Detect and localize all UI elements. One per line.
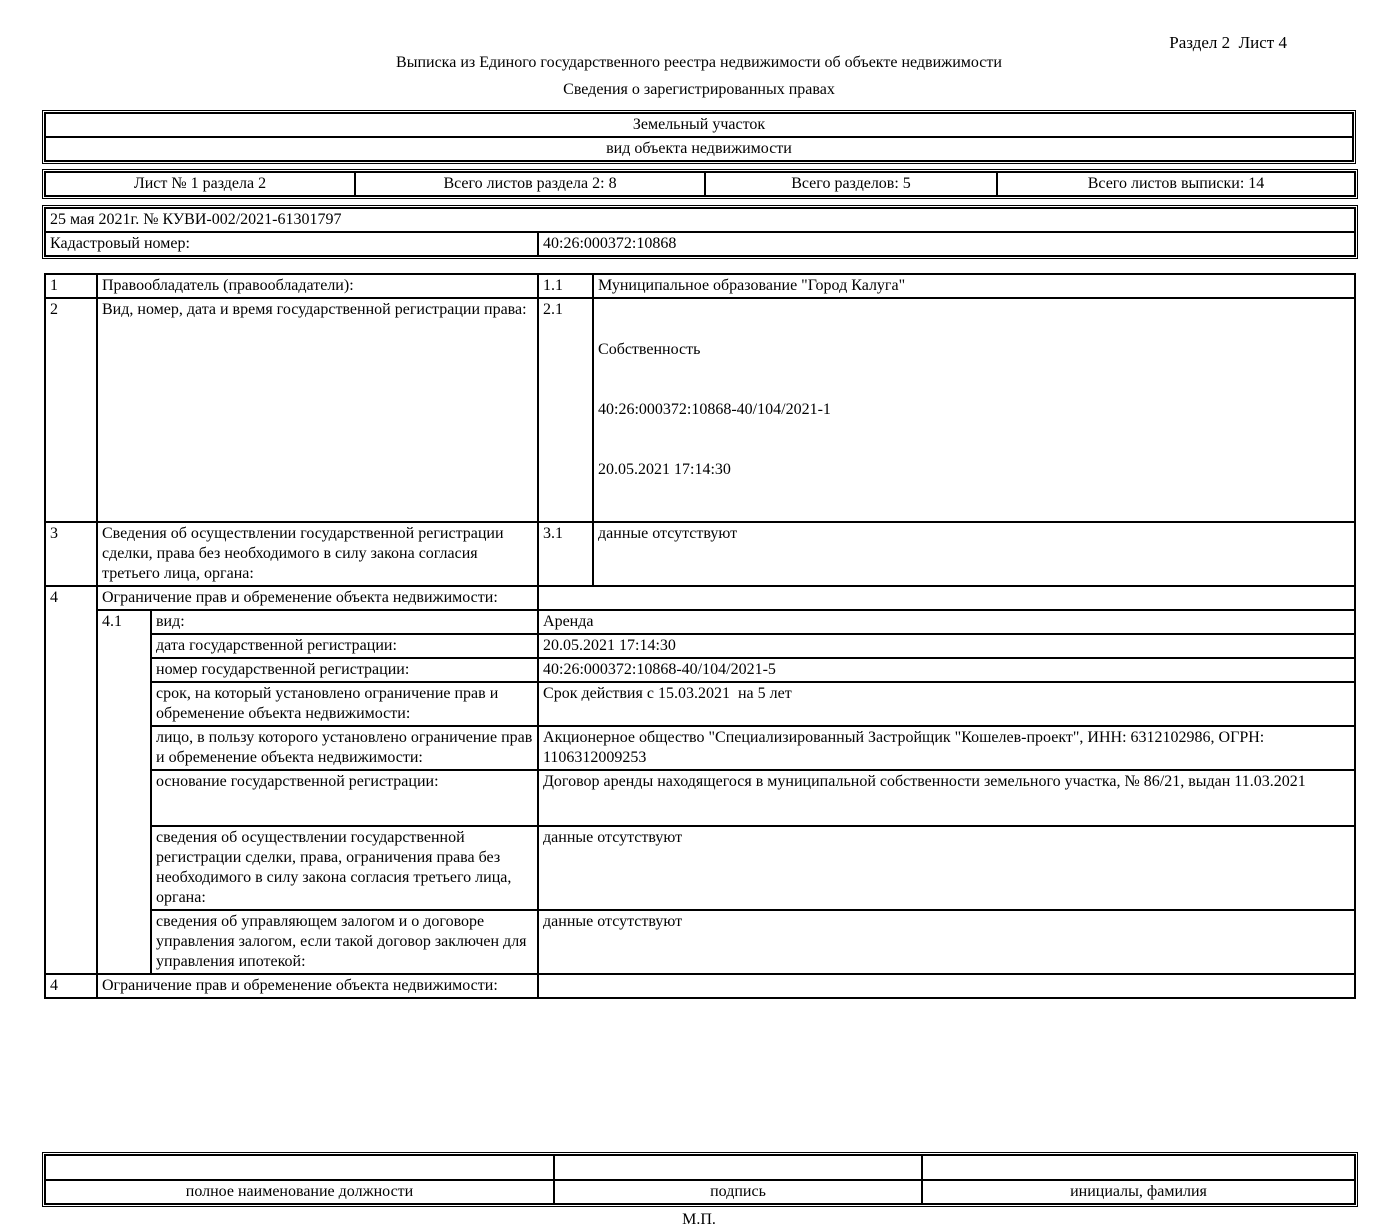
restriction-footer-label: Ограничение прав и обременение объекта недвижимости: <box>97 974 538 998</box>
row-subnumber: 1.1 <box>538 274 593 298</box>
signature-header: подпись <box>554 1180 922 1204</box>
value-line: Собственность <box>598 341 701 358</box>
registered-rights-table <box>44 273 1356 999</box>
restriction-header-label: Ограничение прав и обременение объекта недвижимости: <box>97 586 538 610</box>
table-row <box>45 522 1355 586</box>
table-row <box>45 274 1355 298</box>
name-header: инициалы, фамилия <box>922 1180 1355 1204</box>
restriction-footer-empty-cell <box>538 974 1355 998</box>
table-row <box>45 1180 1355 1204</box>
table-row <box>45 682 1355 726</box>
object-type-value: Земельный участок <box>45 113 1353 137</box>
signature-table <box>44 1154 1356 1205</box>
table-row <box>45 826 1355 910</box>
row-value: Муниципальное образование "Город Калуга" <box>593 274 1355 298</box>
section-sheets-total-cell: Всего листов раздела 2: 8 <box>355 172 705 196</box>
document-subtitle: Сведения о зарегистрированных правах <box>563 81 835 98</box>
date-and-number: 25 мая 2021г. № КУВИ-002/2021-61301797 <box>45 208 1355 232</box>
document-number-table <box>44 207 1356 257</box>
cadastral-number-value: 40:26:000372:10868 <box>538 232 1355 256</box>
object-type-table <box>44 112 1354 162</box>
table-row <box>45 910 1355 974</box>
row-value <box>593 298 1355 522</box>
table-row <box>45 113 1353 137</box>
row-label: лицо, в пользу которого установлено ограничение прав и обременение объекта недвижимости: <box>151 726 538 770</box>
signature-input-cell <box>554 1155 922 1180</box>
value-line: 20.05.2021 17:14:30 <box>598 461 731 478</box>
table-row <box>45 137 1353 161</box>
position-header: полное наименование должности <box>45 1180 554 1204</box>
table-row <box>45 610 1355 634</box>
table-row <box>45 634 1355 658</box>
table-row <box>45 770 1355 826</box>
table-row <box>45 298 1355 522</box>
stamp-mark: М.П. <box>682 1211 716 1228</box>
value-line: 40:26:000372:10868-40/104/2021-1 <box>598 401 831 418</box>
table-row <box>45 172 1355 196</box>
row-label: вид: <box>151 610 538 634</box>
row-value: Срок действия с 15.03.2021 на 5 лет <box>538 682 1355 726</box>
row-label: сведения об осуществлении государственной регистрации сделки, права, ограничения права без необходимого в силу закона согласия третьего лица, органа: <box>151 826 538 910</box>
table-row <box>45 586 1355 610</box>
name-input-cell <box>922 1155 1355 1180</box>
restriction-header-empty-cell <box>538 586 1355 610</box>
row-value: данные отсутствуют <box>593 522 1355 586</box>
row-label: Сведения об осуществлении государственной регистрации сделки, права без необходимого в силу закона согласия третьего лица, органа: <box>97 522 538 586</box>
table-row <box>45 658 1355 682</box>
row-subnumber: 2.1 <box>538 298 593 522</box>
row-value: Акционерное общество "Специализированный Застройщик "Кошелев-проект", ИНН: 6312102986, ОГРН: 1106312009253 <box>538 726 1355 770</box>
row-number: 1 <box>45 274 97 298</box>
sheet-number-cell: Лист № 1 раздела 2 <box>45 172 355 196</box>
row-label: основание государственной регистрации: <box>151 770 538 826</box>
row-label: Вид, номер, дата и время государственной регистрации права: <box>97 298 538 522</box>
row-label: Правообладатель (правообладатели): <box>97 274 538 298</box>
object-type-caption: вид объекта недвижимости <box>45 137 1353 161</box>
table-row <box>45 974 1355 998</box>
row-value: 20.05.2021 17:14:30 <box>538 634 1355 658</box>
table-row <box>45 726 1355 770</box>
sheet-counts-table <box>44 171 1356 197</box>
row-value: Договор аренды находящегося в муниципальной собственности земельного участка, № 86/21, выдан 11.03.2021 <box>538 770 1355 826</box>
extract-sheets-total-cell: Всего листов выписки: 14 <box>997 172 1355 196</box>
table-row <box>45 208 1355 232</box>
row-label: срок, на который установлено ограничение прав и обременение объекта недвижимости: <box>151 682 538 726</box>
row-value: Аренда <box>538 610 1355 634</box>
row-subnumber: 3.1 <box>538 522 593 586</box>
document-title: Выписка из Единого государственного реестра недвижимости об объекте недвижимости <box>396 54 1002 71</box>
row-label: дата государственной регистрации: <box>151 634 538 658</box>
row-number: 4 <box>45 586 97 974</box>
row-value: данные отсутствуют <box>538 826 1355 910</box>
row-number: 2 <box>45 298 97 522</box>
row-value: данные отсутствуют <box>538 910 1355 974</box>
row-value: 40:26:000372:10868-40/104/2021-5 <box>538 658 1355 682</box>
sections-total-cell: Всего разделов: 5 <box>705 172 997 196</box>
row-number: 3 <box>45 522 97 586</box>
row-label: номер государственной регистрации: <box>151 658 538 682</box>
row-label: сведения об управляющем залогом и о договоре управления залогом, если такой договор заключен для управления ипотекой: <box>151 910 538 974</box>
restriction-subnumber: 4.1 <box>97 610 151 974</box>
row-number: 4 <box>45 974 97 998</box>
table-row <box>45 232 1355 256</box>
section-sheet-label: Раздел 2 Лист 4 <box>1169 33 1287 52</box>
cadastral-number-label: Кадастровый номер: <box>45 232 538 256</box>
position-input-cell <box>45 1155 554 1180</box>
table-row <box>45 1155 1355 1180</box>
